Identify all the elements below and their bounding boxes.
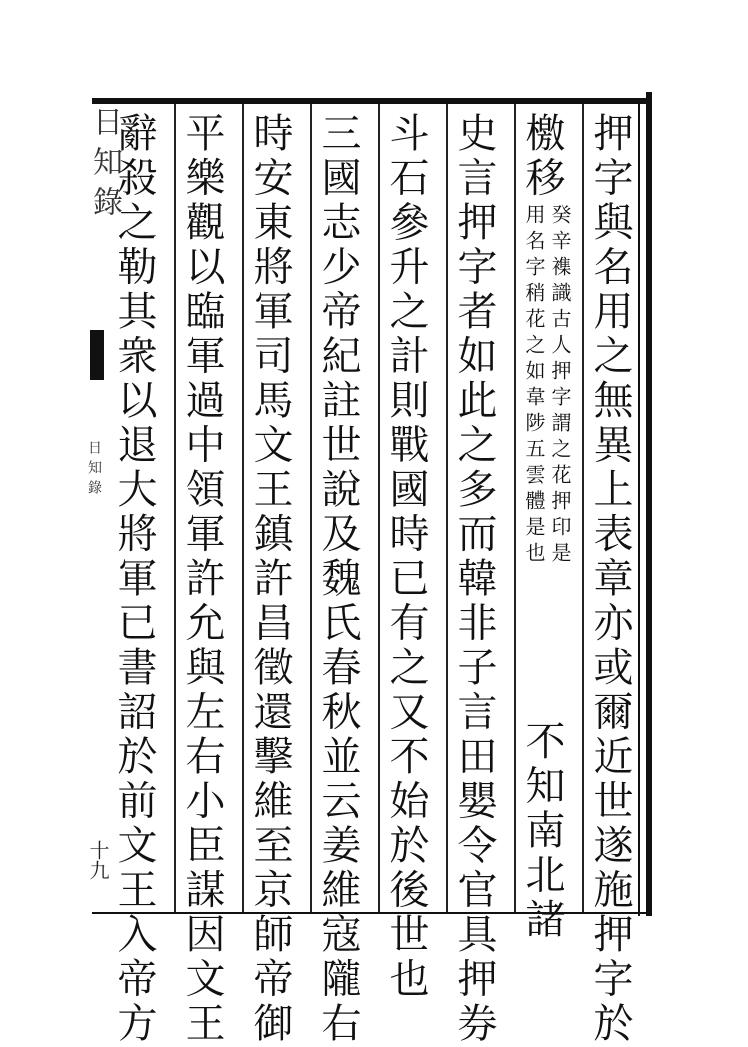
column-divider [378, 104, 380, 912]
margin-page-number: 十九 [86, 840, 110, 880]
column-divider [582, 104, 584, 912]
frame-top-border [92, 98, 652, 104]
column-divider [446, 104, 448, 912]
text-column-5: 三國志少帝紀註世說及魏氏春秋並云姜維寇隴右 [315, 112, 361, 1047]
column-2-tail: 不知南北諸 [519, 720, 565, 943]
text-column-6: 時安東將軍司馬文王鎮許昌徵還擊維至京師帝御 [247, 112, 293, 1047]
column-divider [310, 104, 312, 912]
annotation-left-line: 用名字稍花之如韋陟五雲體是也 [522, 204, 546, 568]
text-column-2 [519, 112, 580, 943]
text-column-1: 押字與名用之無異上表章亦或爾近世遂施押字於 [587, 112, 633, 1047]
margin-book-title: 日知錄 [87, 106, 122, 226]
column-divider [174, 104, 176, 912]
text-column-3: 史言押字者如此之多而韓非子言田嬰令官具押券 [451, 112, 497, 1047]
annotation-right-line: 癸辛襍識古人押字謂之花押印是 [548, 204, 572, 568]
text-column-4: 斗石參升之計則戰國時已有之又不始於後世也 [383, 112, 429, 1002]
frame-right-inner-line [638, 98, 640, 916]
frame-right-border [646, 92, 652, 916]
column-divider [242, 104, 244, 912]
margin-black-tab [90, 330, 104, 380]
column-divider [514, 104, 516, 912]
text-column-8: 辭殺之勒其衆以退大將軍已書詔於前文王入帝方 [111, 112, 157, 1047]
column-2-lead: 檄移 [519, 112, 565, 201]
margin-subtitle: 日知錄 [86, 440, 102, 500]
text-column-7: 平樂觀以臨軍過中領軍許允與左右小臣謀因文王 [179, 112, 225, 1047]
